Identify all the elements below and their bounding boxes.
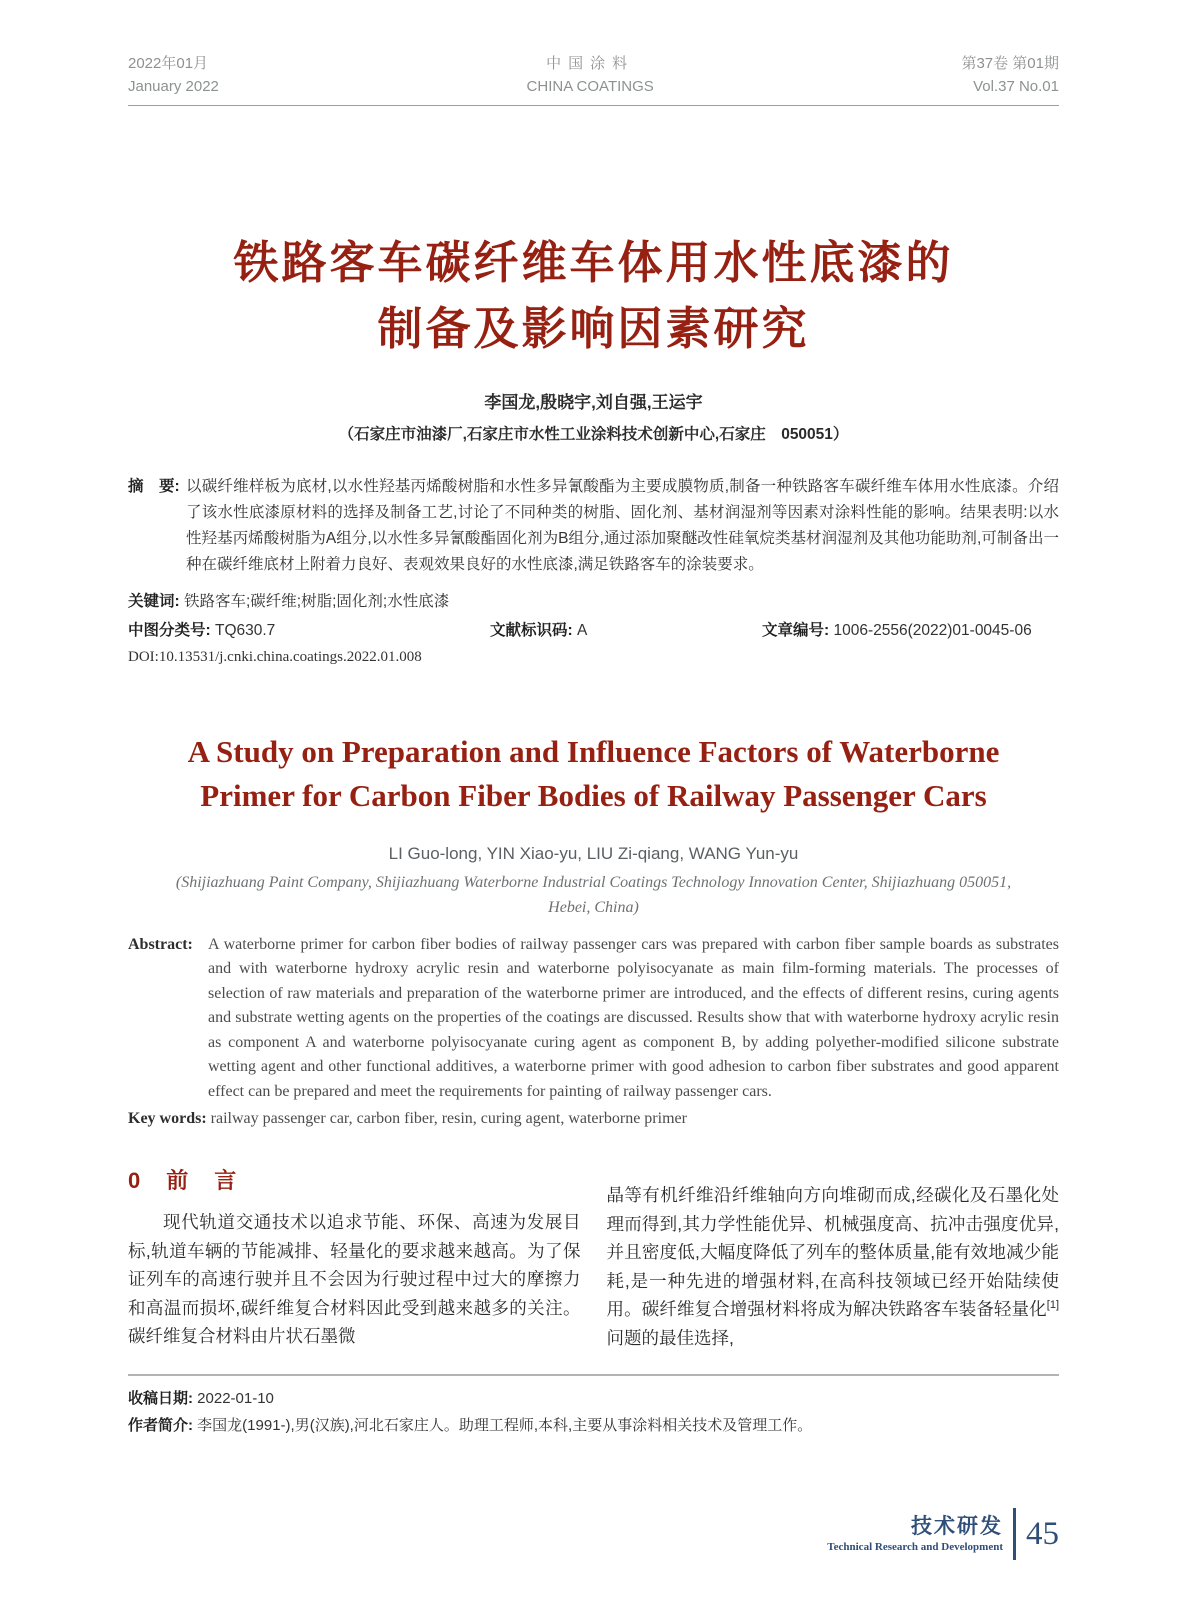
document-code-label: 文献标识码: [490, 622, 573, 639]
affiliation-en-line1: (Shijiazhuang Paint Company, Shijiazhuang Waterborne Industrial Coatings Technology Innovation Center, Shijiazhuang 050051, [175, 873, 1012, 891]
intro-paragraph-left: 现代轨道交通技术以追求节能、环保、高速为发展目标,轨道车辆的节能减排、轻量化的要求越来越高。为了保证列车的高速行驶并且不会因为行驶过程中过大的摩擦力和高温而损坏,碳纤维复合材料因此受到越来越多的关注。碳纤维复合材料由片状石墨微 [128, 1212, 581, 1347]
article-id-label: 文章编号: [762, 622, 830, 639]
affiliation-en [128, 870, 1059, 920]
section-heading-intro [128, 1166, 581, 1196]
abstract-en [128, 933, 1059, 1105]
journal-name-en: CHINA COATINGS [526, 78, 654, 95]
affiliation-cn: （石家庄市油漆厂,石家庄市水性工业涂料技术创新中心,石家庄 050051） [338, 426, 849, 443]
doi-line: DOI:10.13531/j.cnki.china.coatings.2022.01.008 [128, 649, 422, 665]
article-id-value: 1006-2556(2022)01-0045-06 [833, 622, 1032, 639]
abstract-en-text: A waterborne primer for carbon fiber bodies of railway passenger cars was prepared with carbon fiber sample boards as substrates and with waterborne hydroxy acrylic resin and waterborne polyisocyanate as main film-forming materials. The processes of selection of raw materials and preparation of the waterborne primer are introduced, and the effects of different resins, curing agents and substrate wetting agents on the properties of the coatings are discussed. Results show that with waterborne hydroxy acrylic resin as component A and waterborne polyisocyanate curing agent as component B, by adding polyether-modified silicone substrate wetting agent and other functional additives, a waterborne primer with good adhesion to carbon fiber substrates and good apparent effect can be prepared and meet the requirements for painting of railway passenger cars. [208, 935, 1059, 1100]
intro-right-text-cont: 问题的最佳选择, [606, 1327, 734, 1348]
article-title-en-line2: Primer for Carbon Fiber Bodies of Railway Passenger Cars [200, 778, 987, 813]
abstract-en-label: Abstract: [128, 935, 193, 953]
author-bio-label: 作者简介: [128, 1417, 193, 1435]
body-two-columns [128, 1166, 1059, 1352]
received-date-line [128, 1385, 1059, 1412]
footer-divider-bar [1013, 1508, 1016, 1560]
header-journal-name [527, 52, 654, 98]
body-left-column [128, 1166, 581, 1352]
body-right-column [607, 1166, 1060, 1352]
section-number: 0 [128, 1168, 141, 1194]
clc-number [128, 618, 490, 640]
issue-date-cn: 2022年01月 [128, 55, 209, 72]
article-title-cn-line1: 铁路客车碳纤维车体用水性底漆的 [233, 237, 954, 288]
header-issue-date [128, 52, 219, 98]
clc-value: TQ630.7 [214, 622, 276, 639]
keywords-en-label: Key words: [128, 1110, 207, 1128]
section-title: 前 言 [166, 1168, 239, 1194]
page-footer-brand [827, 1508, 1059, 1560]
received-date-label: 收稿日期: [128, 1390, 193, 1408]
article-title-en-line1: A Study on Preparation and Influence Factors of Waterborne [187, 734, 1000, 769]
article-title-cn [128, 230, 1059, 362]
document-code-value: A [576, 622, 588, 639]
clc-label: 中图分类号: [128, 622, 211, 639]
author-bio-value: 李国龙(1991-),男(汉族),河北石家庄人。助理工程师,本科,主要从事涂料相关技术及管理工作。 [197, 1417, 813, 1435]
header-volume-issue [961, 52, 1059, 98]
volume-issue-cn: 第37卷 第01期 [961, 55, 1059, 72]
keywords-en [128, 1110, 1059, 1128]
first-page-footnote [128, 1374, 1059, 1439]
column-name [827, 1515, 1003, 1553]
affiliation-en-line2: Hebei, China) [548, 898, 639, 916]
abstract-cn-label: 摘 要: [128, 478, 180, 495]
classification-row [128, 618, 1059, 640]
intro-right-text: 晶等有机纤维沿纤维轴向方向堆砌而成,经碳化及石墨化处理而得到,其力学性能优异、机械强度高、抗冲击强度优异,并且密度低,大幅度降低了列车的整体质量,能有效地减少能耗,是一种先进的增强材料,在高科技领域已经开始陆续使用。碳纤维复合增强材料将成为解决铁路客车装备轻量化 [606, 1185, 1059, 1320]
received-date-value: 2022-01-10 [197, 1390, 274, 1408]
document-code [490, 618, 762, 640]
citation-marker: [1] [1046, 1299, 1059, 1312]
keywords-cn-text: 铁路客车;碳纤维;树脂;固化剂;水性底漆 [183, 593, 450, 610]
keywords-cn-label: 关键词: [128, 593, 180, 610]
article-id [762, 618, 1059, 640]
journal-header [128, 0, 1059, 106]
volume-issue-en: Vol.37 No.01 [973, 78, 1059, 95]
keywords-cn [128, 589, 1059, 611]
abstract-cn [128, 474, 1059, 578]
column-name-en: Technical Research and Development [827, 1541, 1003, 1553]
page-number: 45 [1026, 1516, 1059, 1552]
column-name-cn: 技术研发 [911, 1515, 1003, 1538]
author-bio-line [128, 1412, 1059, 1439]
intro-paragraph-right [607, 1166, 1060, 1352]
authors-en: LI Guo-long, YIN Xiao-yu, LIU Zi-qiang, WANG Yun-yu [388, 843, 799, 863]
authors-cn: 李国龙,殷晓宇,刘自强,王运宇 [484, 393, 703, 412]
journal-name-cn: 中国涂料 [546, 55, 635, 72]
keywords-en-text: railway passenger car, carbon fiber, resin, curing agent, waterborne primer [210, 1110, 687, 1128]
article-title-en [128, 730, 1059, 818]
abstract-cn-text: 以碳纤维样板为底材,以水性羟基丙烯酸树脂和水性多异氰酸酯为主要成膜物质,制备一种铁路客车碳纤维车体用水性底漆。介绍了该水性底漆原材料的选择及制备工艺,讨论了不同种类的树脂、固化剂、基材润湿剂等因素对涂料性能的影响。结果表明:以水性羟基丙烯酸树脂为A组分,以水性多异氰酸酯固化剂为B组分,通过添加聚醚改性硅氧烷类基材润湿剂及其他功能助剂,可制备出一种在碳纤维底材上附着力良好、表观效果良好的水性底漆,满足铁路客车的涂装要求。 [186, 478, 1059, 573]
article-title-cn-line2: 制备及影响因素研究 [377, 303, 810, 354]
issue-date-en: January 2022 [128, 78, 219, 95]
